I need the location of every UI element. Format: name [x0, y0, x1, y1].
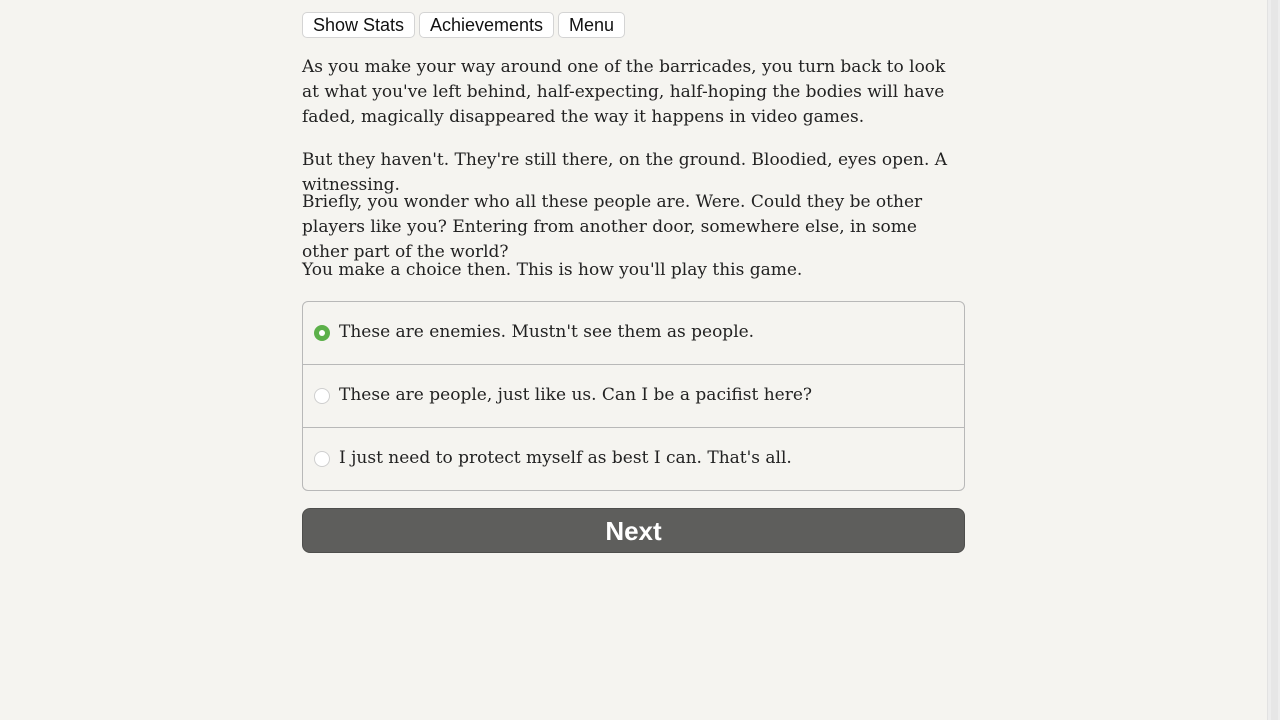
- choice-option-3[interactable]: [303, 427, 964, 490]
- choice-option-2[interactable]: [303, 364, 964, 427]
- choice-label[interactable]: These are enemies. Mustn't see them as people.: [339, 322, 755, 342]
- game-container: [302, 0, 965, 546]
- achievements-button[interactable]: Achievements: [419, 12, 554, 38]
- story-paragraph-1: As you make your way around one of the barricades, you turn back to look at what you've left behind, half-expecting, half-hoping the bodies will have faded, magically disappeared the way it happens in video games.: [302, 57, 946, 127]
- choice-label[interactable]: I just need to protect myself as best I can. That's all.: [339, 448, 792, 468]
- choice-list: [302, 301, 965, 491]
- show-stats-button[interactable]: Show Stats: [302, 12, 415, 38]
- choice-label[interactable]: These are people, just like us. Can I be a pacifist here?: [339, 385, 813, 405]
- next-button[interactable]: Next: [302, 508, 965, 553]
- page-scrollbar[interactable]: [1267, 0, 1280, 720]
- menu-button[interactable]: Menu: [558, 12, 625, 38]
- scrollbar-thumb[interactable]: [1271, 0, 1278, 720]
- top-toolbar: [302, 0, 965, 40]
- choice-option-1[interactable]: [303, 302, 964, 365]
- story-paragraph-2: But they haven't. They're still there, on the ground. Bloodied, eyes open. A witnessing.: [302, 150, 948, 195]
- story-paragraph-4: You make a choice then. This is how you'll play this game.: [302, 260, 803, 280]
- story-paragraph-3: Briefly, you wonder who all these people are. Were. Could they be other players like you? Entering from another door, somewhere else, in some other part of the world?: [302, 192, 923, 262]
- radio-button-icon[interactable]: [314, 451, 330, 467]
- radio-button-icon[interactable]: [314, 388, 330, 404]
- radio-selected-icon[interactable]: [314, 325, 330, 341]
